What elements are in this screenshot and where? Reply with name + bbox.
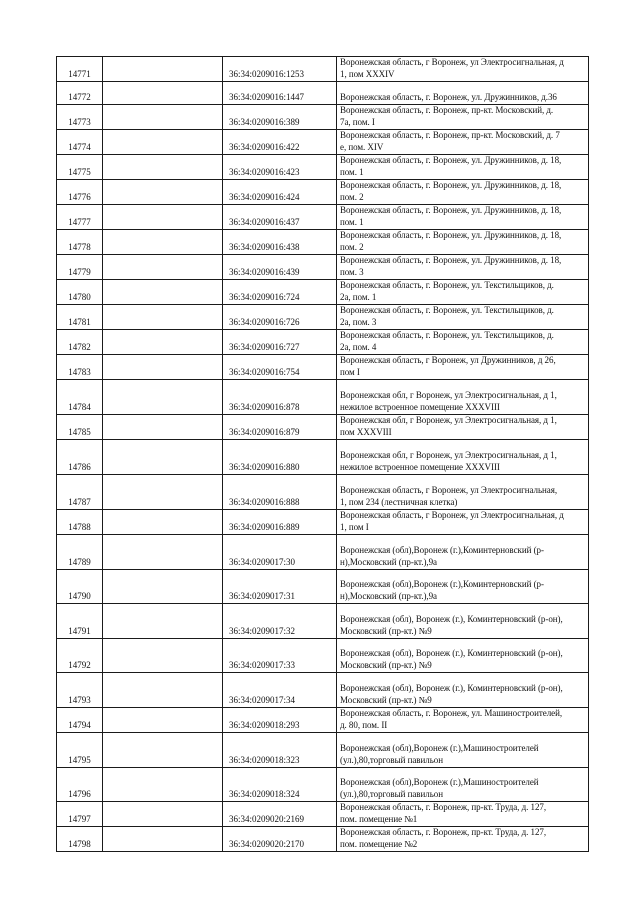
row-number: 14776 [57,180,103,205]
row-number: 14792 [57,639,103,673]
table-row [57,57,589,82]
empty-cell [103,708,223,733]
table-row [57,305,589,330]
address: Воронежская область, г Воронеж, ул Электросигнальная, д 1, пом XXXIV [337,57,589,82]
row-number: 14781 [57,305,103,330]
empty-cell [103,604,223,639]
empty-cell [103,280,223,305]
empty-cell [103,768,223,802]
row-number: 14775 [57,155,103,180]
row-number: 14783 [57,355,103,380]
table-row [57,510,589,535]
cadastral-number: 36:34:0209016:438 [223,230,337,255]
row-number: 14779 [57,255,103,280]
empty-cell [103,330,223,355]
cadastral-number: 36:34:0209016:724 [223,280,337,305]
table-row [57,570,589,604]
address: Воронежская область, г. Воронеж, ул. Текстильщиков, д. 2а, пом. 3 [337,305,589,330]
table-row [57,105,589,130]
address: Воронежская обл, г Воронеж, ул Электросигнальная, д 1, нежилое встроенное помещение XXXVIII [337,440,589,475]
empty-cell [103,155,223,180]
cadastral-number: 36:34:0209016:878 [223,380,337,415]
empty-cell [103,82,223,105]
registry-table [56,56,589,852]
cadastral-number: 36:34:0209016:437 [223,205,337,230]
cadastral-number: 36:34:0209016:1253 [223,57,337,82]
row-number: 14771 [57,57,103,82]
empty-cell [103,305,223,330]
table-row [57,535,589,570]
row-number: 14778 [57,230,103,255]
address: Воронежская (обл), Воронеж (г.), Коминтерновский (р-он), Московский (пр-кт.) №9 [337,604,589,639]
address: Воронежская область, г Воронеж, ул Дружинников, д 26, пом I [337,355,589,380]
table-row [57,355,589,380]
empty-cell [103,205,223,230]
address: Воронежская (обл),Воронеж (г.),Машиностроителей (ул.),80,торговый павильон [337,733,589,768]
registry-table-body [57,57,589,852]
cadastral-number: 36:34:0209020:2169 [223,802,337,827]
address: Воронежская область, г Воронеж, ул Электросигнальная, д 1, пом I [337,510,589,535]
cadastral-number: 36:34:0209016:889 [223,510,337,535]
table-row [57,708,589,733]
address: Воронежская область, г. Воронеж, ул. Дружинников, д. 18, пом. 2 [337,180,589,205]
address: Воронежская область, г. Воронеж, ул. Дружинников, д. 18, пом. 1 [337,205,589,230]
cadastral-number: 36:34:0209016:389 [223,105,337,130]
address: Воронежская обл, г Воронеж, ул Электросигнальная, д 1, нежилое встроенное помещение XXXVIII [337,380,589,415]
empty-cell [103,733,223,768]
empty-cell [103,510,223,535]
address: Воронежская область, г. Воронеж, пр-кт. Труда, д. 127, пом. помещение №2 [337,827,589,852]
empty-cell [103,535,223,570]
address: Воронежская (обл), Воронеж (г.), Коминтерновский (р-он), Московский (пр-кт.) №9 [337,639,589,673]
cadastral-number: 36:34:0209018:293 [223,708,337,733]
empty-cell [103,673,223,708]
empty-cell [103,570,223,604]
empty-cell [103,57,223,82]
table-row [57,802,589,827]
cadastral-number: 36:34:0209016:1447 [223,82,337,105]
row-number: 14789 [57,535,103,570]
cadastral-number: 36:34:0209017:31 [223,570,337,604]
table-row [57,604,589,639]
row-number: 14785 [57,415,103,440]
row-number: 14795 [57,733,103,768]
row-number: 14772 [57,82,103,105]
cadastral-number: 36:34:0209017:34 [223,673,337,708]
table-row [57,733,589,768]
empty-cell [103,639,223,673]
address: Воронежская область, г. Воронеж, ул. Дружинников, д. 18, пом. 1 [337,155,589,180]
row-number: 14782 [57,330,103,355]
row-number: 14794 [57,708,103,733]
address: Воронежская область, г. Воронеж, ул. Дружинников, д. 18, пом. 3 [337,255,589,280]
empty-cell [103,475,223,510]
address: Воронежская область, г. Воронеж, пр-кт. Московский, д. 7а, пом. I [337,105,589,130]
row-number: 14780 [57,280,103,305]
address: Воронежская обл, г Воронеж, ул Электросигнальная, д 1, пом XXXVIII [337,415,589,440]
empty-cell [103,415,223,440]
empty-cell [103,255,223,280]
table-row [57,82,589,105]
cadastral-number: 36:34:0209016:879 [223,415,337,440]
address: Воронежская область, г. Воронеж, ул. Дружинников, д.36 [337,82,589,105]
row-number: 14784 [57,380,103,415]
row-number: 14797 [57,802,103,827]
row-number: 14796 [57,768,103,802]
cadastral-number: 36:34:0209016:726 [223,305,337,330]
table-row [57,639,589,673]
cadastral-number: 36:34:0209017:32 [223,604,337,639]
empty-cell [103,802,223,827]
cadastral-number: 36:34:0209016:754 [223,355,337,380]
cadastral-number: 36:34:0209016:422 [223,130,337,155]
empty-cell [103,105,223,130]
table-row [57,768,589,802]
cadastral-number: 36:34:0209016:424 [223,180,337,205]
empty-cell [103,380,223,415]
cadastral-number: 36:34:0209016:880 [223,440,337,475]
cadastral-number: 36:34:0209017:30 [223,535,337,570]
address: Воронежская область, г. Воронеж, пр-кт. Московский, д. 7 е, пом. XIV [337,130,589,155]
address: Воронежская область, г Воронеж, ул Электросигнальная, 1, пом 234 (лестничная клетка) [337,475,589,510]
table-row [57,155,589,180]
empty-cell [103,827,223,852]
table-row [57,380,589,415]
empty-cell [103,130,223,155]
cadastral-number: 36:34:0209016:727 [223,330,337,355]
cadastral-number: 36:34:0209016:888 [223,475,337,510]
row-number: 14773 [57,105,103,130]
table-row [57,280,589,305]
cadastral-number: 36:34:0209016:423 [223,155,337,180]
address: Воронежская область, г. Воронеж, ул. Машиностроителей, д. 80, пом. II [337,708,589,733]
address: Воронежская область, г. Воронеж, ул. Дружинников, д. 18, пом. 2 [337,230,589,255]
cadastral-number: 36:34:0209017:33 [223,639,337,673]
table-row [57,827,589,852]
cadastral-number: 36:34:0209018:324 [223,768,337,802]
address: Воронежская (обл),Воронеж (г.),Машиностроителей (ул.),80,торговый павильон [337,768,589,802]
table-row [57,205,589,230]
address: Воронежская область, г. Воронеж, пр-кт. Труда, д. 127, пом. помещение №1 [337,802,589,827]
empty-cell [103,230,223,255]
row-number: 14798 [57,827,103,852]
address: Воронежская (обл),Воронеж (г.),Коминтерновский (р- н),Московский (пр-кт.),9а [337,570,589,604]
cadastral-number: 36:34:0209016:439 [223,255,337,280]
cadastral-number: 36:34:0209020:2170 [223,827,337,852]
table-row [57,330,589,355]
row-number: 14788 [57,510,103,535]
table-row [57,255,589,280]
cadastral-number: 36:34:0209018:323 [223,733,337,768]
table-row [57,180,589,205]
table-row [57,415,589,440]
address: Воронежская (обл),Воронеж (г.),Коминтерновский (р- н),Московский (пр-кт.),9а [337,535,589,570]
address: Воронежская (обл), Воронеж (г.), Коминтерновский (р-он), Московский (пр-кт.) №9 [337,673,589,708]
empty-cell [103,180,223,205]
table-row [57,673,589,708]
row-number: 14774 [57,130,103,155]
row-number: 14787 [57,475,103,510]
row-number: 14791 [57,604,103,639]
empty-cell [103,355,223,380]
table-row [57,475,589,510]
row-number: 14790 [57,570,103,604]
row-number: 14777 [57,205,103,230]
address: Воронежская область, г. Воронеж, ул. Текстильщиков, д. 2а, пом. 1 [337,280,589,305]
table-row [57,440,589,475]
row-number: 14786 [57,440,103,475]
address: Воронежская область, г. Воронеж, ул. Текстильщиков, д. 2а, пом. 4 [337,330,589,355]
row-number: 14793 [57,673,103,708]
table-row [57,230,589,255]
table-row [57,130,589,155]
empty-cell [103,440,223,475]
